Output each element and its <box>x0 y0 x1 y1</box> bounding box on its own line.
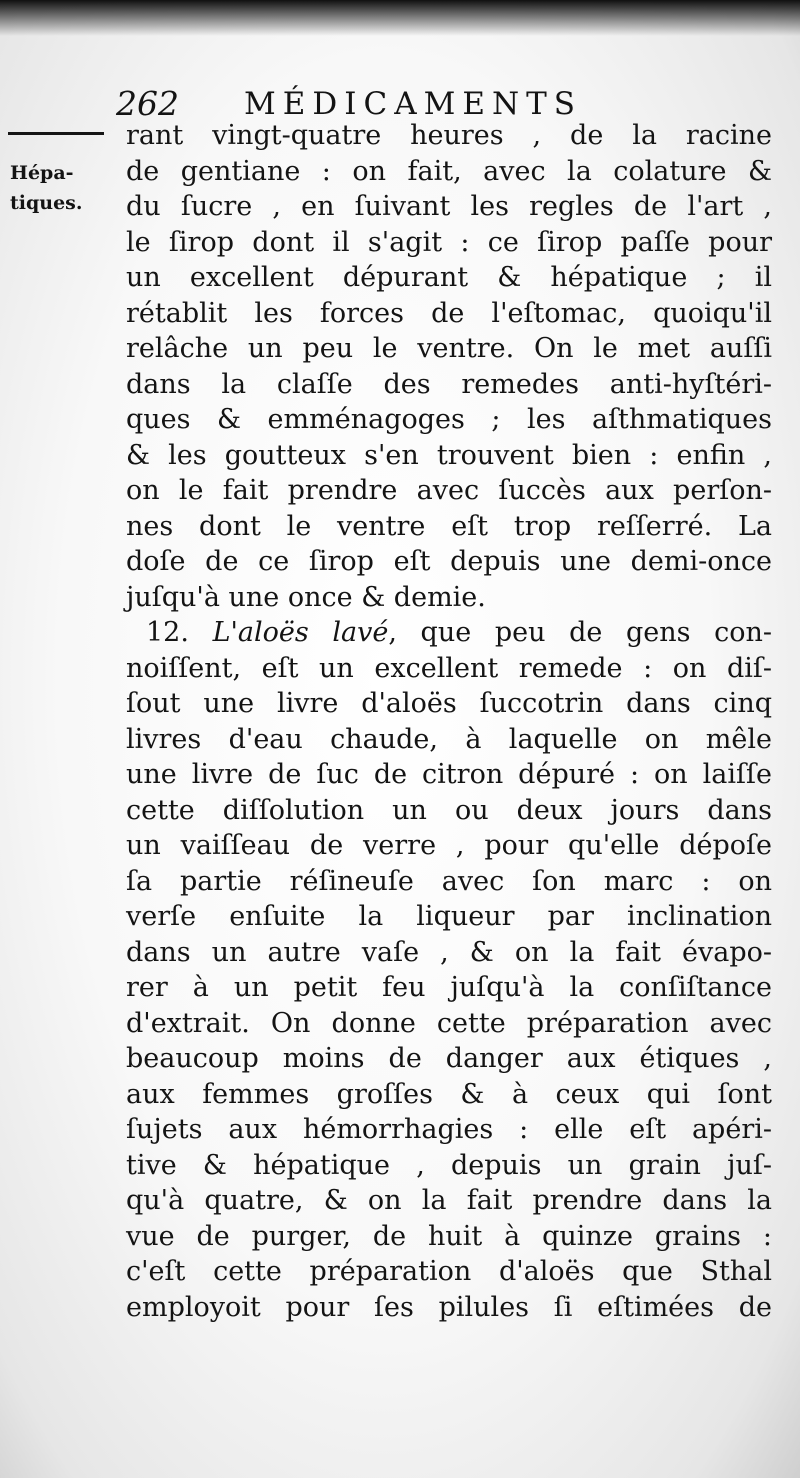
text-line: livres d'eau chaude, à laquelle on mêle <box>126 723 772 755</box>
text-line: ques & emménagoges ; les aſthmatiques <box>126 404 772 435</box>
text-line: noiſſent, eſt un excellent remede : on diſ- <box>126 652 772 684</box>
text-line: tive & hépatique , depuis un grain juſ- <box>126 1149 772 1181</box>
text-line: ſujets aux hémorrhagies : elle eſt apéri- <box>126 1114 772 1145</box>
paragraph-12-first-line <box>126 615 772 651</box>
margin-note <box>10 158 110 218</box>
text-line: & les goutteux s'en trouvent bien : enfin , <box>126 439 772 471</box>
text-line: relâche un peu le ventre. On le met auſſi <box>126 333 772 364</box>
paragraph-number: 12. <box>146 617 189 648</box>
text-line: d'extrait. On donne cette préparation avec <box>126 1007 772 1039</box>
text-line: rant vingt-quatre heures , de la racine <box>126 120 772 151</box>
text-line: doſe de ce ſirop eſt depuis une demi-once <box>126 546 772 577</box>
text-line: c'eſt cette préparation d'aloës que Sthal <box>126 1256 772 1287</box>
text-line: juſqu'à une once & demie. <box>126 581 486 613</box>
text-line: nes dont le ventre eſt trop reſſerré. La <box>126 510 772 542</box>
margin-rule <box>8 132 104 135</box>
text-line: rétablit les forces de l'eſtomac, quoiqu'il <box>126 297 772 329</box>
text-line: rer à un petit feu juſqu'à la conſiſtance <box>126 972 772 1003</box>
italic-term: L'aloës lavé <box>212 617 389 648</box>
margin-note-line: Hépa- <box>10 162 74 184</box>
text-line: le ſirop dont il s'agit : ce ſirop paſſe pour <box>126 226 772 258</box>
page-top-shadow <box>0 0 800 36</box>
text-line: employoit pour ſes pilules ſi eſtimées de <box>126 1291 772 1323</box>
body-text <box>126 118 772 1325</box>
first-line-rest: , que peu de gens con- <box>388 617 772 648</box>
text-line: verſe enſuite la liqueur par inclination <box>126 901 772 932</box>
running-title: MÉDICAMENTS <box>244 86 582 122</box>
margin-note-line: tiques. <box>10 192 83 214</box>
text-line: ſa partie réſineuſe avec ſon marc : on <box>126 865 772 897</box>
text-line: une livre de ſuc de citron dépuré : on laiſſe <box>126 759 772 790</box>
text-line: beaucoup moins de danger aux étiques , <box>126 1043 772 1074</box>
text-line: un excellent dépurant & hépatique ; il <box>126 262 772 293</box>
text-line: du ſucre , en ſuivant les regles de l'art , <box>126 191 772 222</box>
page-number: 262 <box>116 84 179 123</box>
text-line: cette diſſolution un ou deux jours dans <box>126 794 772 826</box>
text-line: un vaiſſeau de verre , pour qu'elle dépoſe <box>126 830 772 861</box>
text-line: on le fait prendre avec ſuccès aux perſon- <box>126 475 772 506</box>
text-line: aux femmes groſſes & à ceux qui ſont <box>126 1078 772 1110</box>
text-line: de gentiane : on fait, avec la colature & <box>126 155 772 187</box>
text-line: vue de purger, de huit à quinze grains : <box>126 1220 772 1252</box>
text-line: qu'à quatre, & on la fait prendre dans la <box>126 1185 772 1216</box>
text-line: ſout une livre d'aloës ſuccotrin dans cinq <box>126 688 772 719</box>
text-line: dans un autre vaſe , & on la fait évapo- <box>126 936 772 968</box>
text-line: dans la claſſe des remedes anti-hyſtéri- <box>126 368 772 400</box>
